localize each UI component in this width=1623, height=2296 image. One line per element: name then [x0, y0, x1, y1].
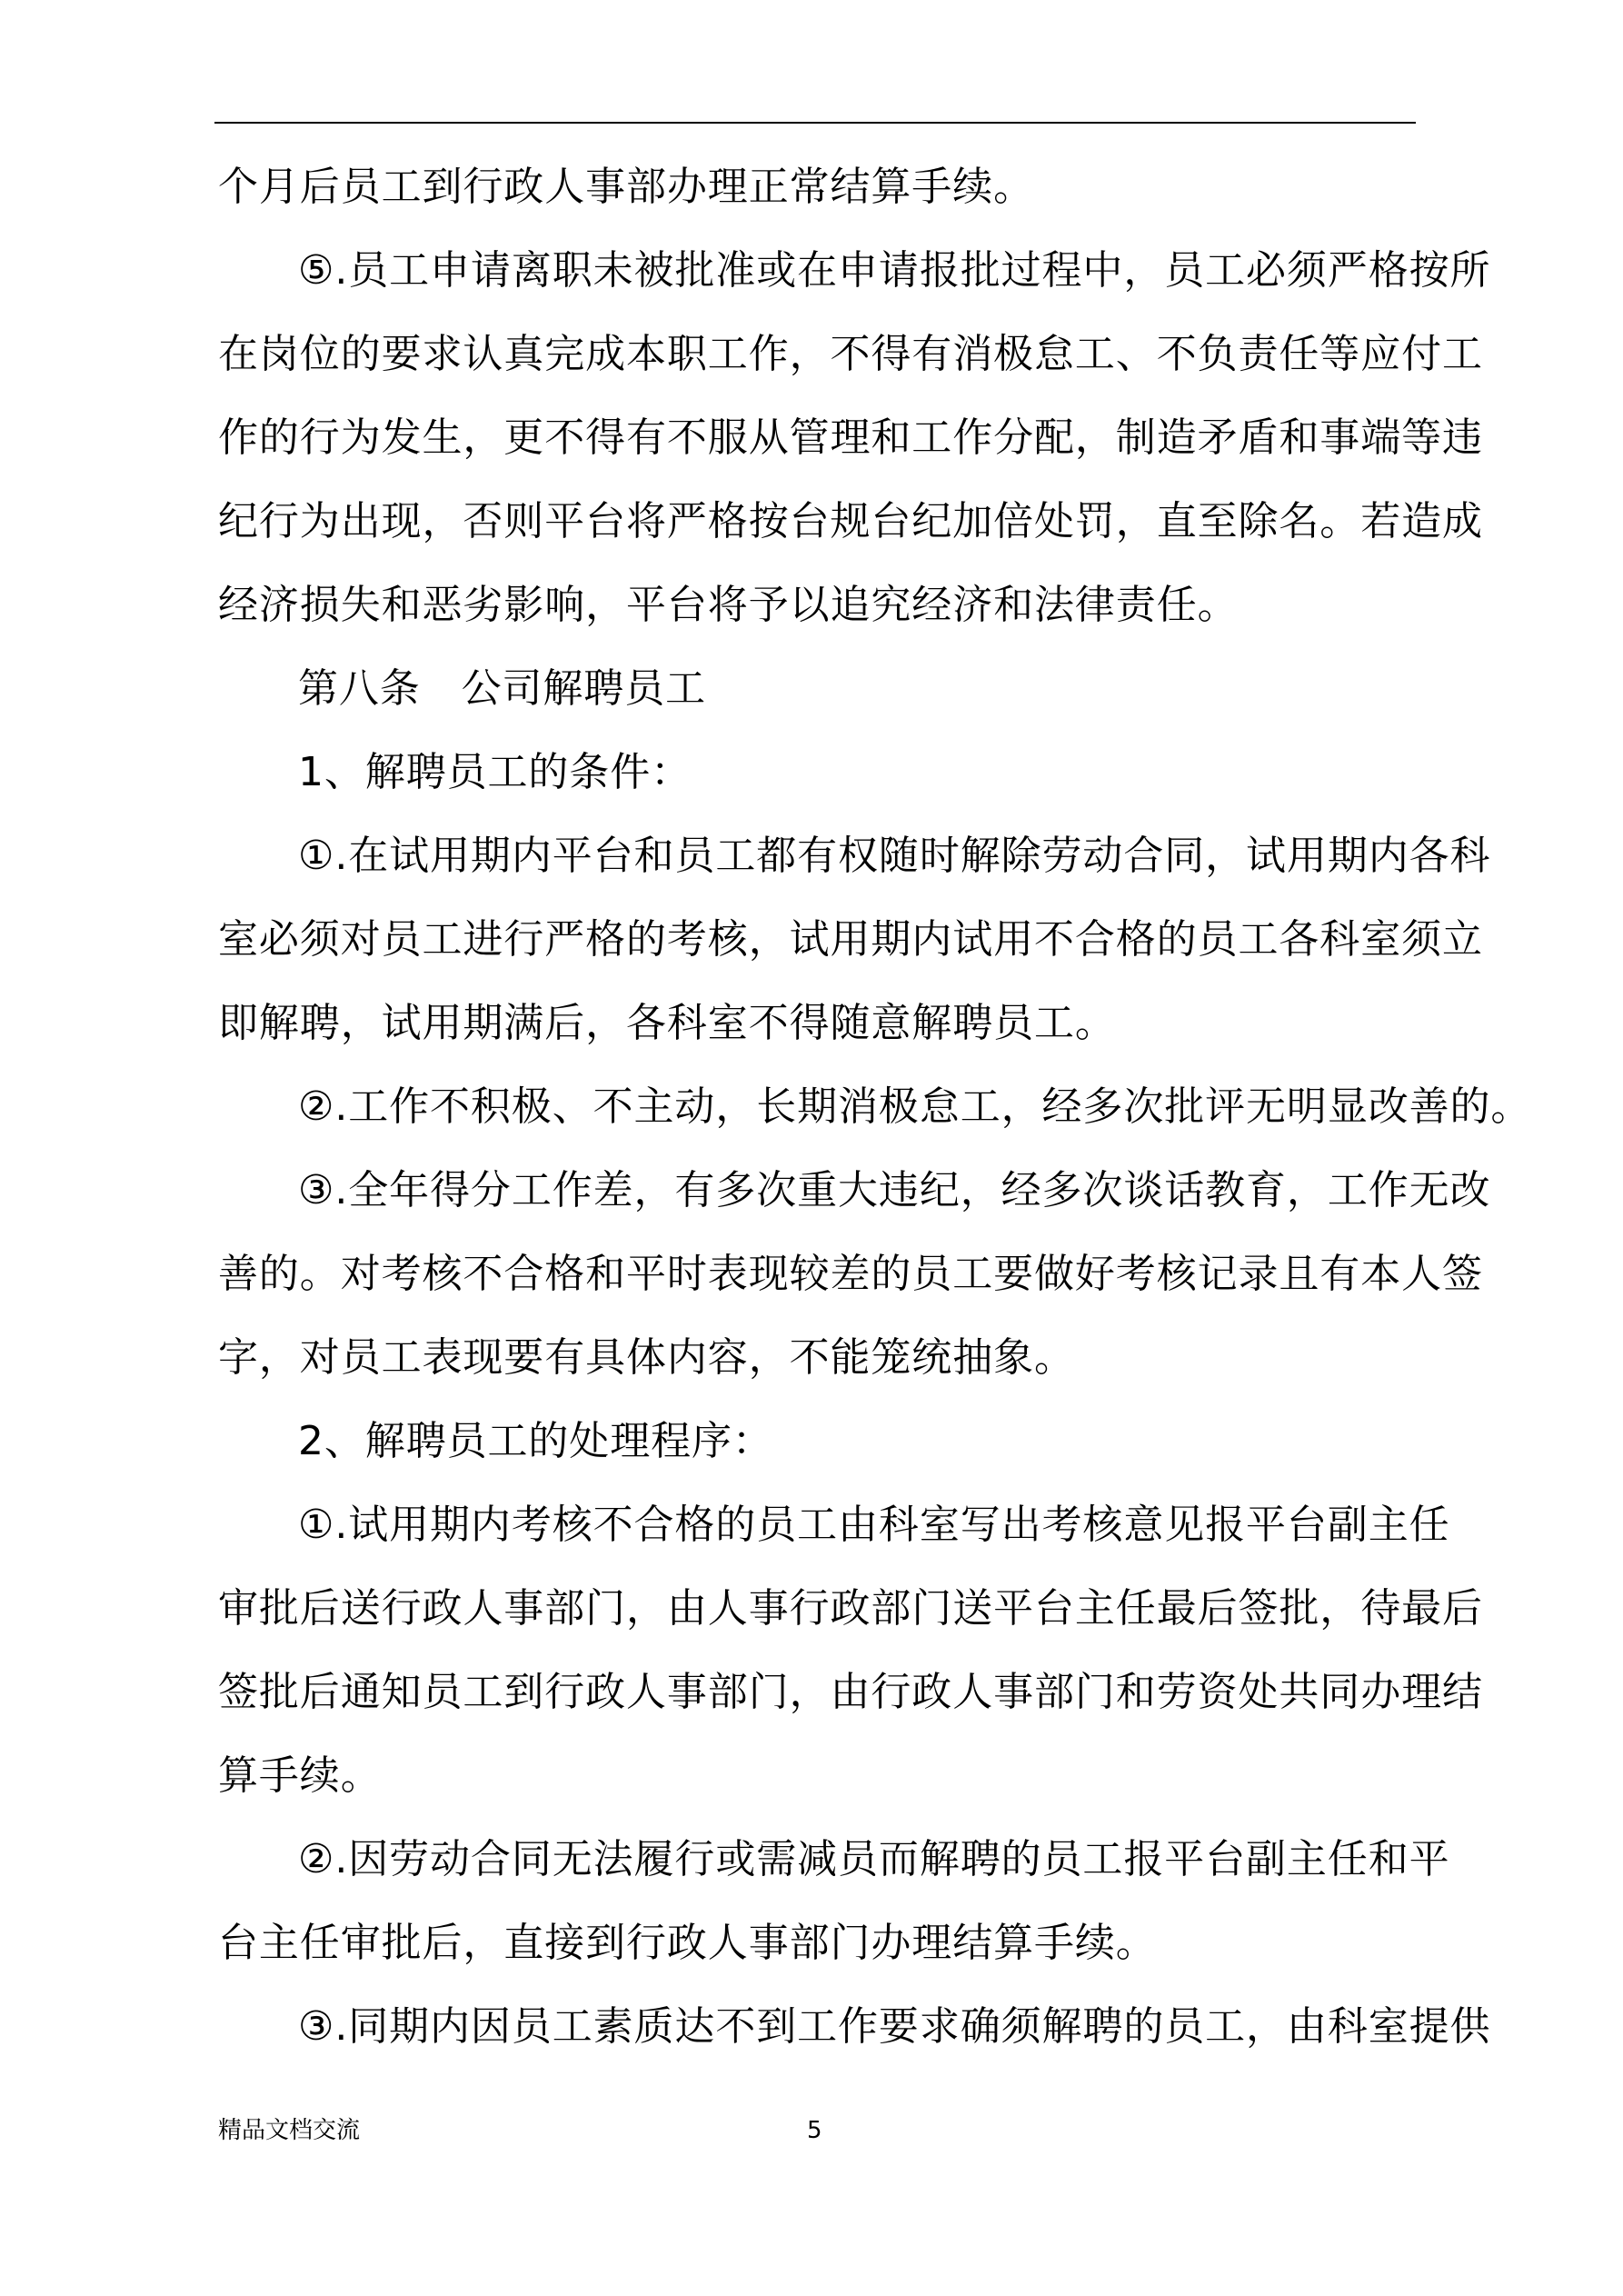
paragraph-line: ③.全年得分工作差，有多次重大违纪，经多次谈话教育，工作无改 [298, 1167, 1491, 1213]
section-heading: 第八条 公司解聘员工 [298, 665, 706, 712]
subsection-heading: 1、解聘员工的条件： [298, 749, 692, 795]
paragraph-line: ①.在试用期内平台和员工都有权随时解除劳动合同，试用期内各科 [298, 833, 1491, 879]
page-number: 5 [807, 2117, 822, 2144]
paragraph-line: 个月后员工到行政人事部办理正常结算手续。 [218, 164, 1034, 210]
paragraph-line: 台主任审批后，直接到行政人事部门办理结算手续。 [218, 1920, 1157, 1966]
paragraph-line: 字，对员工表现要有具体内容，不能笼统抽象。 [218, 1334, 1075, 1381]
header-rule [214, 122, 1416, 124]
paragraph-line: 善的。对考核不合格和平时表现较差的员工要做好考核记录且有本人签 [218, 1251, 1483, 1297]
paragraph-line: ②.工作不积极、不主动，长期消极怠工，经多次批评无明显改善的。 [298, 1083, 1532, 1130]
paragraph-line: 签批后通知员工到行政人事部门，由行政人事部门和劳资处共同办理结 [218, 1669, 1483, 1715]
paragraph-line: ①.试用期内考核不合格的员工由科室写出考核意见报平台副主任 [298, 1502, 1450, 1548]
paragraph-line: ⑤.员工申请离职未被批准或在申请报批过程中，员工必须严格按所 [298, 247, 1491, 294]
paragraph-line: 即解聘，试用期满后，各科室不得随意解聘员工。 [218, 1000, 1116, 1046]
paragraph-line: ②.因劳动合同无法履行或需减员而解聘的员工报平台副主任和平 [298, 1836, 1450, 1882]
paragraph-line: ③.同期内因员工素质达不到工作要求确须解聘的员工，由科室提供 [298, 2003, 1491, 2050]
paragraph-line: 经济损失和恶劣影响，平台将予以追究经济和法律责任。 [218, 582, 1239, 628]
paragraph-line: 作的行为发生，更不得有不服从管理和工作分配，制造矛盾和事端等违 [218, 414, 1483, 461]
document-body [218, 145, 1532, 2069]
paragraph-line: 室必须对员工进行严格的考核，试用期内试用不合格的员工各科室须立 [218, 916, 1483, 963]
paragraph-line: 在岗位的要求认真完成本职工作，不得有消极怠工、不负责任等应付工 [218, 331, 1483, 377]
paragraph-line: 纪行为出现，否则平台将严格按台规台纪加倍处罚，直至除名。若造成 [218, 498, 1483, 544]
subsection-heading: 2、解聘员工的处理程序： [298, 1418, 773, 1464]
footer-label: 精品文档交流 [218, 2117, 361, 2144]
paragraph-line: 审批后送行政人事部门，由人事行政部门送平台主任最后签批，待最后 [218, 1585, 1483, 1632]
paragraph-line: 算手续。 [218, 1752, 382, 1799]
